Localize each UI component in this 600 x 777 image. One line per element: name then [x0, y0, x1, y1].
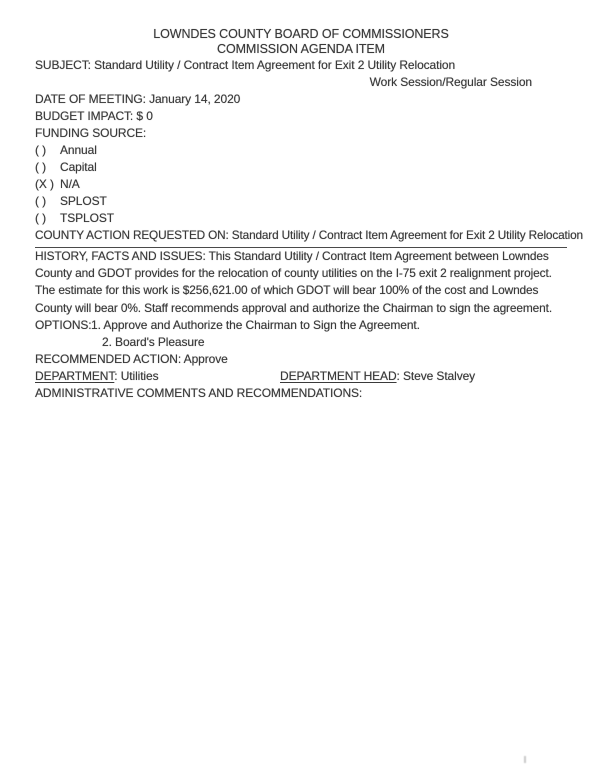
- funding-option-label: N/A: [60, 177, 80, 191]
- date-of-meeting: DATE OF MEETING: January 14, 2020: [35, 92, 241, 106]
- history-facts-issues-paragraph: HISTORY, FACTS AND ISSUES: This Standard Utility / Contract Item Agreement between Lowndes County and GDOT provides for the relocation of county utilities on the I-75 exit 2 realignment project. The estimate for this work is $256,621.00 of which GDOT will bear 100% of the cost and Lowndes County will bear 0%. Staff recommends approval and authorize the Chairman to sign the agreement.: [35, 249, 553, 315]
- administrative-comments-label: ADMINISTRATIVE COMMENTS AND RECOMMENDATIONS:: [35, 385, 363, 400]
- funding-option-splost: [35, 193, 567, 210]
- funding-source-list: [35, 142, 567, 227]
- options-list: [91, 317, 420, 351]
- title-line-1: LOWNDES COUNTY BOARD OF COMMISSIONERS: [153, 27, 449, 41]
- department-head-field: [280, 368, 475, 385]
- checkbox-mark: ( ): [35, 143, 47, 157]
- department-value: : Utilities: [114, 368, 159, 383]
- department-label: DEPARTMENT: [35, 368, 115, 383]
- funding-option-label: Annual: [60, 143, 97, 157]
- department-head-label: DEPARTMENT HEAD: [280, 368, 397, 383]
- funding-option-na: [35, 176, 567, 193]
- checkbox-mark: ( ): [35, 194, 47, 208]
- options-label: OPTIONS:: [35, 317, 92, 332]
- option-2: 2. Board's Pleasure: [102, 334, 205, 349]
- funding-option-annual: [35, 142, 567, 159]
- funding-option-capital: [35, 159, 567, 176]
- funding-option-label: SPLOST: [60, 194, 107, 208]
- checkbox-mark-checked: (X ): [35, 177, 54, 191]
- funding-option-tsplost: [35, 210, 567, 227]
- budget-impact: BUDGET IMPACT: $ 0: [35, 109, 153, 123]
- subject-line: SUBJECT: Standard Utility / Contract Item Agreement for Exit 2 Utility Relocation: [35, 58, 456, 72]
- department-head-value: : Steve Stalvey: [396, 368, 476, 383]
- checkbox-mark: ( ): [35, 211, 47, 225]
- funding-option-label: TSPLOST: [60, 211, 114, 225]
- scan-artifact: [524, 756, 526, 763]
- county-action-requested-line: COUNTY ACTION REQUESTED ON: Standard Utility / Contract Item Agreement for Exit 2 Utility Relocation: [35, 227, 567, 248]
- funding-source-label: FUNDING SOURCE:: [35, 126, 147, 140]
- department-field: [35, 368, 280, 385]
- department-row: [35, 368, 567, 385]
- funding-option-label: Capital: [60, 160, 97, 174]
- recommended-action-line: RECOMMENDED ACTION: Approve: [35, 351, 228, 366]
- option-1: 1. Approve and Authorize the Chairman to Sign the Agreement.: [91, 317, 420, 332]
- document-title: [35, 27, 567, 57]
- options-section: [35, 317, 567, 351]
- session-type: Work Session/Regular Session: [369, 75, 532, 89]
- title-line-2: COMMISSION AGENDA ITEM: [217, 42, 385, 56]
- checkbox-mark: ( ): [35, 160, 47, 174]
